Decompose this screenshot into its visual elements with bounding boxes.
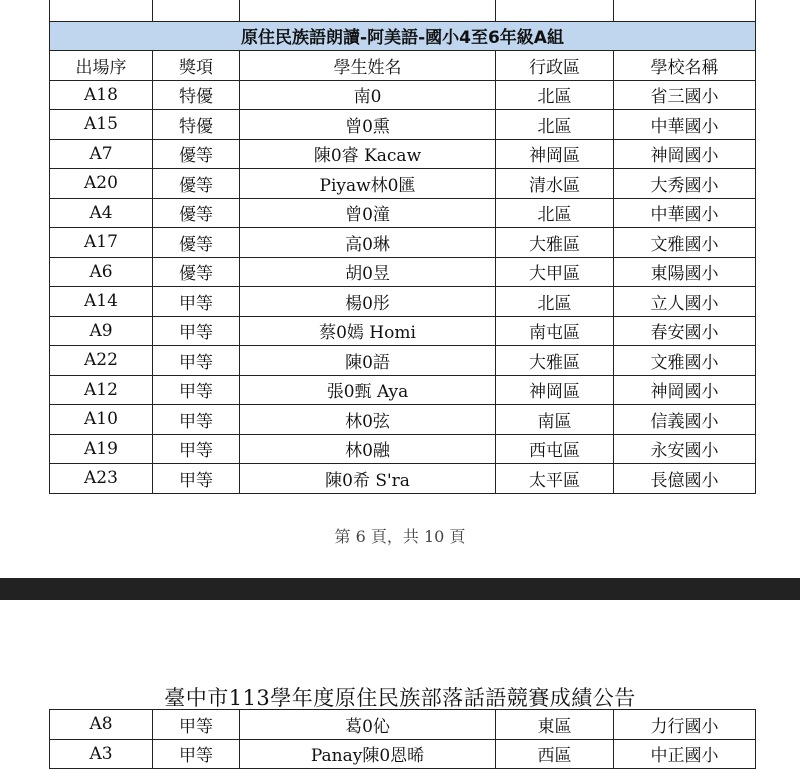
cell-school-name: 文雅國小 — [614, 346, 756, 376]
cell-school-name: 長億國小 — [614, 464, 756, 494]
cell-district: 西區 — [496, 739, 614, 769]
table-row — [50, 228, 756, 258]
table-row — [50, 405, 756, 435]
table-row — [50, 287, 756, 317]
cell-district: 北區 — [496, 287, 614, 317]
cell-student-name: 南0 — [240, 80, 496, 110]
cell-student-name: 陳0睿 Kacaw — [240, 139, 496, 169]
table-row — [50, 375, 756, 405]
cell-order: A22 — [50, 346, 153, 376]
table-row — [50, 80, 756, 110]
document-page-7 — [0, 600, 800, 770]
cell-award: 甲等 — [153, 464, 240, 494]
cell-student-name: 陳0希 S'ra — [240, 464, 496, 494]
cell-order: A7 — [50, 139, 153, 169]
cell-school-name: 省三國小 — [614, 80, 756, 110]
cell-school-name: 信義國小 — [614, 405, 756, 435]
cell-order: A19 — [50, 434, 153, 464]
table-row-cut-off — [50, 0, 756, 21]
cell-district: 神岡區 — [496, 375, 614, 405]
table-row — [50, 434, 756, 464]
cell-district: 神岡區 — [496, 139, 614, 169]
cell-order: A9 — [50, 316, 153, 346]
cell-order: A12 — [50, 375, 153, 405]
cell-award: 優等 — [153, 257, 240, 287]
cell-award: 甲等 — [153, 739, 240, 769]
cell-school-name: 永安國小 — [614, 434, 756, 464]
cell-school-name: 中華國小 — [614, 198, 756, 228]
cell-student-name: 曾0潼 — [240, 198, 496, 228]
cell-award: 甲等 — [153, 346, 240, 376]
table-row — [50, 169, 756, 199]
cell-school-name: 中華國小 — [614, 110, 756, 140]
table-row — [50, 110, 756, 140]
cell-award: 優等 — [153, 139, 240, 169]
header-award: 獎項 — [153, 51, 240, 81]
header-order: 出場序 — [50, 51, 153, 81]
cell-school-name: 中正國小 — [614, 739, 756, 769]
cell-school-name: 東陽國小 — [614, 257, 756, 287]
cell-order: A8 — [50, 710, 153, 740]
cell-award: 特優 — [153, 110, 240, 140]
cell-order: A3 — [50, 739, 153, 769]
page-footer: 第 6 頁，共 10 頁 — [334, 527, 466, 546]
cell-school-name: 神岡國小 — [614, 375, 756, 405]
table-header-row — [50, 51, 756, 81]
cell-district: 北區 — [496, 198, 614, 228]
cell-student-name: 蔡0嫣 Homi — [240, 316, 496, 346]
cell-student-name: 高0琳 — [240, 228, 496, 258]
cell-district: 北區 — [496, 80, 614, 110]
table-row — [50, 198, 756, 228]
cell-order: A17 — [50, 228, 153, 258]
section-title-row — [50, 21, 756, 51]
cell-order: A14 — [50, 287, 153, 317]
cell-school-name: 力行國小 — [614, 710, 756, 740]
table-row — [50, 739, 756, 769]
cell-order: A20 — [50, 169, 153, 199]
cell-award: 甲等 — [153, 405, 240, 435]
cell-order: A4 — [50, 198, 153, 228]
cell-order: A23 — [50, 464, 153, 494]
header-school-name: 學校名稱 — [614, 51, 756, 81]
cell-student-name: 張0甄 Aya — [240, 375, 496, 405]
table-row — [50, 139, 756, 169]
table-row — [50, 710, 756, 740]
cell-school-name: 立人國小 — [614, 287, 756, 317]
cell-district: 南屯區 — [496, 316, 614, 346]
page-separator — [0, 578, 800, 600]
cell-district: 西屯區 — [496, 434, 614, 464]
cell-student-name: 葛0伈 — [240, 710, 496, 740]
table-row — [50, 346, 756, 376]
cell-student-name: 林0融 — [240, 434, 496, 464]
cell-award: 甲等 — [153, 316, 240, 346]
cell-student-name: Panay陳0恩晞 — [240, 739, 496, 769]
cell-award: 甲等 — [153, 710, 240, 740]
cell-school-name: 大秀國小 — [614, 169, 756, 199]
table-row — [50, 257, 756, 287]
table-row — [50, 464, 756, 494]
cell-student-name: 胡0昱 — [240, 257, 496, 287]
cell-district: 太平區 — [496, 464, 614, 494]
cell-district: 南區 — [496, 405, 614, 435]
cell-award: 甲等 — [153, 375, 240, 405]
cell-school-name: 文雅國小 — [614, 228, 756, 258]
cell-award: 特優 — [153, 80, 240, 110]
cell-order: A10 — [50, 405, 153, 435]
cell-district: 清水區 — [496, 169, 614, 199]
cell-award: 甲等 — [153, 287, 240, 317]
cell-order: A15 — [50, 110, 153, 140]
cell-school-name: 神岡國小 — [614, 139, 756, 169]
cell-district: 大雅區 — [496, 228, 614, 258]
cell-award: 優等 — [153, 198, 240, 228]
cell-award: 甲等 — [153, 434, 240, 464]
cell-award: 優等 — [153, 169, 240, 199]
cell-district: 大甲區 — [496, 257, 614, 287]
cell-school-name: 春安國小 — [614, 316, 756, 346]
cell-district: 北區 — [496, 110, 614, 140]
cell-district: 大雅區 — [496, 346, 614, 376]
cell-order: A6 — [50, 257, 153, 287]
header-district: 行政區 — [496, 51, 614, 81]
results-table-page-6 — [49, 0, 756, 494]
results-table-page-7 — [49, 709, 756, 769]
cell-district: 東區 — [496, 710, 614, 740]
cell-student-name: 林0弦 — [240, 405, 496, 435]
page-title: 臺中市113學年度原住民族部落話語競賽成績公告 — [164, 686, 636, 710]
cell-student-name: 楊0彤 — [240, 287, 496, 317]
header-student-name: 學生姓名 — [240, 51, 496, 81]
cell-student-name: 曾0熏 — [240, 110, 496, 140]
cell-order: A18 — [50, 80, 153, 110]
table-row — [50, 316, 756, 346]
section-title: 原住民族語朗讀-阿美語-國小4至6年級A組 — [50, 21, 756, 51]
cell-student-name: Piyaw林0匯 — [240, 169, 496, 199]
cell-student-name: 陳0語 — [240, 346, 496, 376]
cell-award: 優等 — [153, 228, 240, 258]
